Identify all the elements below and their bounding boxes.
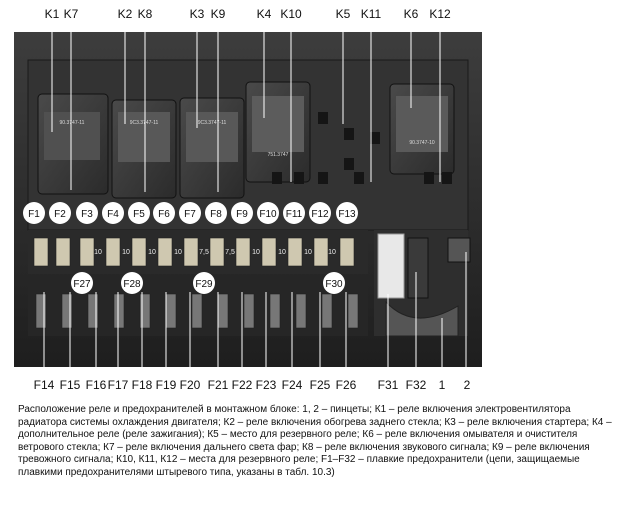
- label-f19: F19: [155, 378, 177, 392]
- relay-label-k8: K8: [137, 7, 153, 21]
- label-f23: F23: [255, 378, 277, 392]
- relay-label-k4: K4: [256, 7, 272, 21]
- fuse-circle-f11: [283, 202, 305, 224]
- fuse-row-top: [28, 230, 368, 274]
- label-f32: F32: [405, 378, 427, 392]
- label-f31: F31: [377, 378, 399, 392]
- svg-text:F10: F10: [259, 209, 277, 220]
- label-f15: F15: [59, 378, 81, 392]
- svg-text:F1: F1: [28, 209, 40, 220]
- svg-text:F9: F9: [236, 209, 248, 220]
- fuse-box-diagram: [14, 32, 482, 367]
- fuse-value: 10: [304, 249, 312, 256]
- svg-text:F27: F27: [73, 279, 91, 290]
- fuse-value: 7,5: [225, 249, 235, 256]
- relay-k4-marking: 751.3747: [267, 152, 289, 158]
- label-f20: F20: [179, 378, 201, 392]
- svg-text:F29: F29: [195, 279, 213, 290]
- relay-label-k9: K9: [210, 7, 226, 21]
- svg-text:F13: F13: [338, 209, 356, 220]
- svg-text:F6: F6: [158, 209, 170, 220]
- svg-text:F2: F2: [54, 209, 66, 220]
- fuse-box-photo: [14, 32, 482, 367]
- label-f25: F25: [309, 378, 331, 392]
- svg-text:F7: F7: [184, 209, 196, 220]
- relay-label-k5: K5: [335, 7, 351, 21]
- fuse-circle-f4: [102, 202, 124, 224]
- relay-label-k7: K7: [63, 7, 79, 21]
- fuse-circle-f10: [257, 202, 279, 224]
- label-tweezers-2: 2: [463, 378, 471, 392]
- label-f21: F21: [207, 378, 229, 392]
- svg-text:F5: F5: [133, 209, 145, 220]
- fuse-circle-f1: [23, 202, 45, 224]
- relay-k6-marking: 90.3747-10: [409, 140, 435, 146]
- relay-k2-marking: 9C3.3747-11: [129, 120, 159, 126]
- label-tweezers-1: 1: [438, 378, 446, 392]
- fuse-circle-f5: [128, 202, 150, 224]
- relay-label-k11: K11: [360, 7, 382, 21]
- fuse-circle-f2: [49, 202, 71, 224]
- svg-text:F11: F11: [285, 209, 303, 220]
- fuse-circle-f27: [71, 272, 93, 294]
- fuse-circle-f13: [336, 202, 358, 224]
- relay-label-k3: K3: [189, 7, 205, 21]
- svg-text:F28: F28: [123, 279, 141, 290]
- fuse-circle-f30: [323, 272, 345, 294]
- label-f17: F17: [107, 378, 129, 392]
- svg-text:F3: F3: [81, 209, 93, 220]
- label-f24: F24: [281, 378, 303, 392]
- svg-text:F12: F12: [311, 209, 329, 220]
- fuse-circle-f8: [205, 202, 227, 224]
- relay-k1-marking: 90.3747-11: [59, 120, 85, 126]
- fuse-value: 10: [122, 249, 130, 256]
- fuse-circle-f3: [76, 202, 98, 224]
- fuse-value: 10: [252, 249, 260, 256]
- relay-label-k1: K1: [44, 7, 60, 21]
- label-f18: F18: [131, 378, 153, 392]
- fuse-value: 10: [174, 249, 182, 256]
- relay-k4: [246, 82, 310, 182]
- relay-k3-marking: 9C3.3747-11: [197, 120, 227, 126]
- svg-text:F30: F30: [325, 279, 343, 290]
- fuse-circle-f28: [121, 272, 143, 294]
- svg-text:F4: F4: [107, 209, 119, 220]
- fuse-value: 10: [278, 249, 286, 256]
- relay-k1: [38, 94, 108, 194]
- svg-text:F8: F8: [210, 209, 222, 220]
- relay-label-k6: K6: [403, 7, 419, 21]
- fuse-value: 7,5: [199, 249, 209, 256]
- fuse-value: 10: [148, 249, 156, 256]
- relay-k2: [112, 100, 176, 198]
- relay-label-k10: K10: [280, 7, 302, 21]
- relay-k3: [180, 98, 244, 198]
- label-f16: F16: [85, 378, 107, 392]
- label-f26: F26: [335, 378, 357, 392]
- relay-label-k2: K2: [117, 7, 133, 21]
- relay-k6: [390, 84, 454, 174]
- fuse-circle-f29: [193, 272, 215, 294]
- figure-caption: Расположение реле и предохранителей в монтажном блоке: 1, 2 – пинцеты; К1 – реле включения электровентилятора радиатора системы охлаждения двигателя; К2 – реле включения обогрева заднего стекла; К3 – реле включения стартера; К4 – дополнительное реле (реле зажигания); К5 – место для резервного реле; К6 – реле включения омывателя и очистителя ветрового стекла; К7 – реле включения дальнего света фар; К8 – реле включения звукового сигнала; К9 – реле включения тревожного сигнала; К10, К11, К12 – места для резервного реле; F1–F32 – плавкие предохранители (цепи, защищаемые плавкими предохранителями штыревого типа, указаны в табл. 10.3): [18, 404, 612, 478]
- fuse-value: 10: [328, 249, 336, 256]
- fuse-circle-f7: [179, 202, 201, 224]
- fuse-circle-f12: [309, 202, 331, 224]
- fuse-circle-f6: [153, 202, 175, 224]
- label-f22: F22: [231, 378, 253, 392]
- relay-label-k12: K12: [429, 7, 451, 21]
- label-f14: F14: [33, 378, 55, 392]
- fuse-circle-f9: [231, 202, 253, 224]
- fuse-value: 10: [94, 249, 102, 256]
